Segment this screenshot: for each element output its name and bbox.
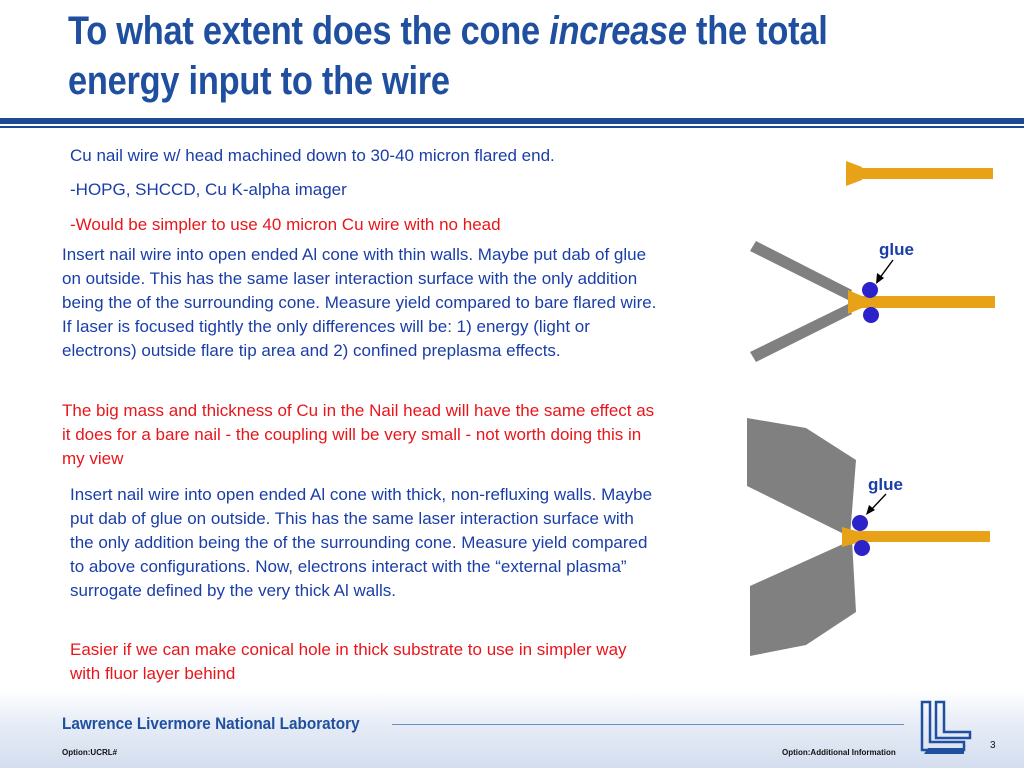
paragraph-thin-cone: Insert nail wire into open ended Al cone with thin walls. Maybe put dab of glue on outside. This has the same laser interaction surface with the only addition being the of the surrounding cone. Measure yield compared to bare flared wire. If laser is focused tightly the only differences will be: 1) energy (light or electrons) outside flare tip area and 2) confined preplasma effects. (62, 245, 657, 360)
glue-dot (863, 307, 879, 323)
glue-label: glue (868, 475, 903, 494)
page-number: 3 (990, 740, 996, 751)
title-emphasis: increase (549, 9, 687, 53)
bullet-line-1: Cu nail wire w/ head machined down to 30-40 micron flared end. (70, 146, 555, 165)
thick-cone-diagram (747, 418, 990, 656)
footer-left-note: Option:UCRL# (62, 748, 118, 757)
bare-nail-wire-diagram (846, 161, 993, 186)
llnl-logo (918, 700, 974, 756)
glue-label: glue (879, 240, 914, 259)
footer-rule (392, 724, 904, 725)
nail-head (848, 290, 862, 314)
paragraph-nail-mass-note: The big mass and thickness of Cu in the Nail head will have the same effect as it does for a bare nail - the coupling will be very small - not worth doing this in my view (62, 401, 655, 468)
cone-lower-wall (750, 540, 856, 656)
glue-dot (862, 282, 878, 298)
cone-upper-wall (750, 241, 852, 300)
lab-name: Lawrence Livermore National Laboratory (62, 714, 360, 733)
nail-head (846, 161, 862, 186)
bullet-line-2: -HOPG, SHCCD, Cu K-alpha imager (70, 180, 347, 199)
cone-lower-wall (750, 304, 852, 362)
title-part-2: the total energy input to the wire (68, 9, 828, 103)
glue-dot (854, 540, 870, 556)
glue-dot (852, 515, 868, 531)
wire-shaft (858, 531, 990, 542)
footer-right-note: Option:Additional Information (782, 748, 896, 757)
bullet-line-3: -Would be simpler to use 40 micron Cu wire with no head (70, 215, 501, 234)
wire-shaft (860, 296, 995, 308)
thin-cone-diagram (750, 240, 995, 362)
paragraph-thick-cone: Insert nail wire into open ended Al cone with thick, non-refluxing walls. Maybe put dab of glue on outside. This has the same laser interaction surface with the only addition being the of the surrounding cone. Measure yield compared to above configurations. Now, electrons interact with the “external plasma” surrogate defined by the very thick Al walls. (70, 485, 653, 600)
cone-upper-wall (747, 418, 856, 537)
wire-shaft (856, 168, 993, 179)
paragraph-substrate-note: Easier if we can make conical hole in thick substrate to use in simpler way with fluor layer behind (70, 640, 627, 683)
title-part-1: To what extent does the cone (68, 9, 550, 53)
